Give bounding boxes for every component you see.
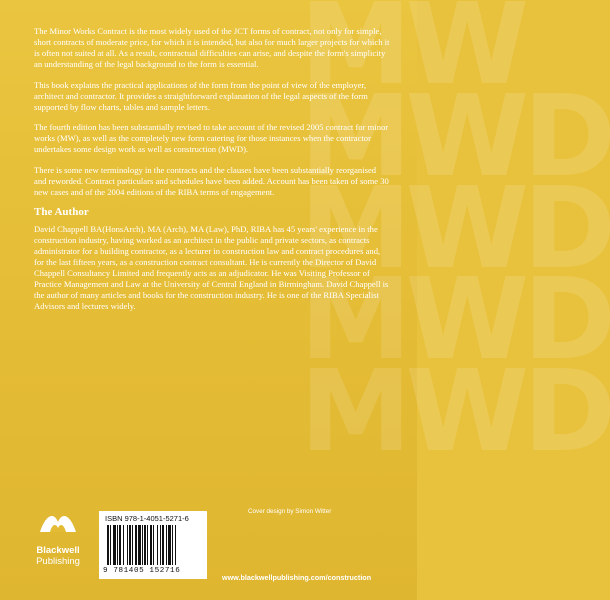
blurb-paragraph: There is some new terminology in the contracts and the clauses have been substantially reorganised and reworded. Contract particulars and schedules have been added. Account has been taken of some 30 new cases and of the 2004 editions of the RIBA terms of engagement.	[34, 164, 389, 197]
barcode-bar	[110, 525, 111, 565]
barcode-bar	[162, 525, 164, 565]
isbn-label: ISBN 978-1-4051-5271-6	[105, 514, 189, 523]
blurb-paragraph: This book explains the practical applications of the form from the point of view of the employer, architect and contractor. It provides a straightforward explanation of the legal aspects of the form supported by flow charts, tables and sample letters.	[34, 79, 368, 112]
watermark-line: MW	[300, 0, 523, 110]
barcode-number: 9 781405 152716	[103, 567, 181, 575]
blurb-paragraph: The Minor Works Contract is the most widely used of the JCT forms of contract, not only for simple, short contracts of moderate price, for which it is intended, but also for much larger projects for which it is often not suited at all. As a result, contractual difficulties can arise, and despite the form's simplicity an understanding of the legal background to the form is essential.	[34, 26, 390, 69]
watermark-line: MWD	[300, 163, 610, 294]
barcode-bar	[153, 525, 154, 565]
barcode-bar	[127, 525, 128, 565]
author-bio: David Chappell BA(HonsArch), MA (Arch), MA (Law), PhD, RIBA has 45 years' experience in the construction industry, having worked as an architect in the public and private sectors, as contracts administrator for a building contractor, as a lecturer in construction law and contract procedures and, for the last fifteen years, as a construction contract consultant. He is currently the Director of David Chappell Consultancy Limited and frequently acts as an adjudicator. He was Visiting Professor of Practice Management and Law at the University of Central England in Birmingham. David Chappell is the author of many articles and books for the construction industry. He is one of the RIBA Specialist Advisors and lectures widely.	[34, 224, 389, 311]
barcode-bar	[144, 525, 146, 565]
blurb-text	[34, 26, 390, 322]
blackwell-logo-icon	[36, 508, 80, 538]
barcode-bar	[172, 525, 173, 565]
barcode-bar	[175, 525, 176, 565]
blurb-paragraph: The fourth edition has been substantially revised to take account of the revised 2005 contract for minor works (MW), as well as the completely new form catering for those instances when the contractor undertakes some design work as well as construction (MWD).	[34, 122, 389, 154]
author-heading: The Author	[34, 206, 89, 218]
barcode-bar	[132, 525, 133, 565]
watermark-line: MWD	[300, 255, 610, 386]
barcode-bar	[147, 525, 148, 565]
publisher-website: www.blackwellpublishing.com/construction	[222, 573, 372, 582]
cover-design-credit: Cover design by Simon Witter	[248, 508, 332, 515]
barcode-bar	[166, 525, 167, 565]
blackwell-logo	[32, 508, 84, 580]
barcode-bar	[123, 525, 124, 565]
watermark-line: MWD	[300, 347, 610, 478]
barcode-bar	[107, 525, 109, 565]
barcode-bar	[117, 525, 118, 565]
barcode-bar	[135, 525, 137, 565]
barcode-bar	[157, 525, 158, 565]
publisher-name: Blackwell	[36, 545, 80, 556]
publisher-name-2: Publishing	[36, 556, 80, 567]
isbn-barcode	[99, 511, 207, 579]
barcode-bar	[168, 525, 171, 565]
barcode-bars	[107, 525, 201, 565]
barcode-bar	[142, 525, 143, 565]
barcode-bar	[119, 525, 121, 565]
barcode-bar	[129, 525, 131, 565]
barcode-bar	[138, 525, 141, 565]
barcode-bar	[150, 525, 152, 565]
barcode-bar	[160, 525, 161, 565]
barcode-bar	[113, 525, 116, 565]
watermark-line: MWD	[300, 71, 610, 202]
